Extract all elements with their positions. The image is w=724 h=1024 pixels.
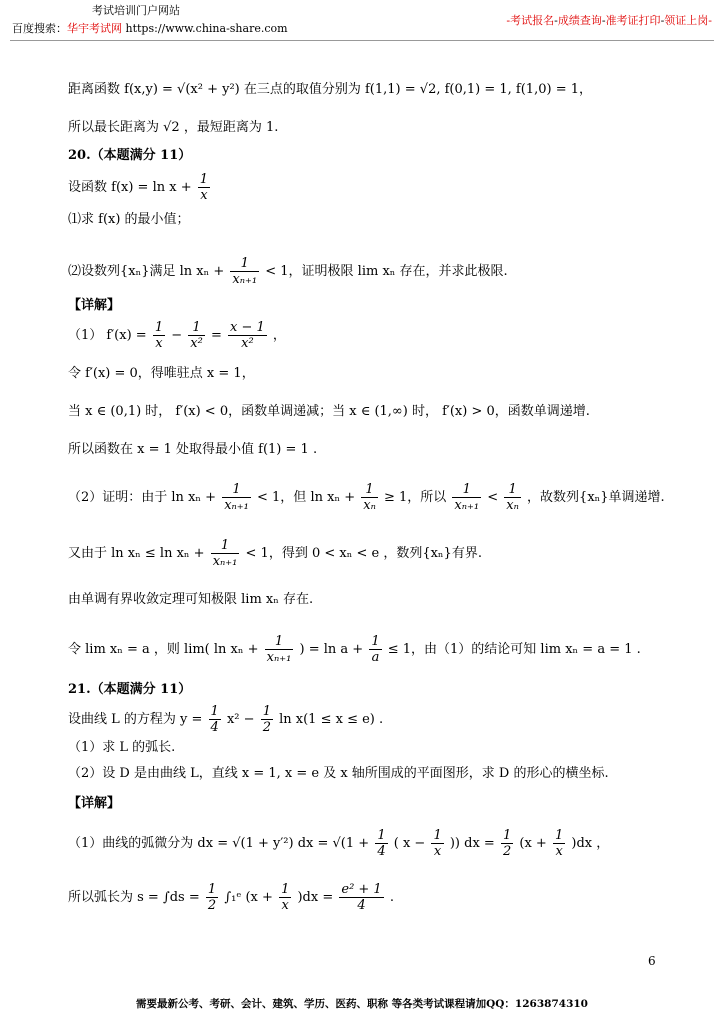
- header-search-hint: [12, 20, 288, 36]
- q21-definition: 设曲线 L 的方程为 y = $\frac{1}{4}$ x² − $\frac{1}{2}$ ln x(1 ≤ x ≤ e) .: [68, 704, 384, 735]
- footer-ad: 需要最新公考、考研、会计、建筑、学历、医药、职称 等各类考试课程请加QQ：1263874310: [135, 998, 588, 1010]
- solution-2-limit-exists: 由单调有界收敛定理可知极限 lim xₙ 存在.: [68, 592, 314, 607]
- link-exam-signup[interactable]: -考试报名: [506, 14, 555, 27]
- solution-1-minimum: 所以函数在 x = 1 处取得最小值 f(1) = 1 .: [68, 442, 318, 457]
- solution-1-derivative: （1） f′(x) = $\frac{1}{x}$ − $\frac{1}{\text{x²}}$ = $\frac{x - 1}{\text{x²}}$ ，: [68, 320, 286, 351]
- solution-arc-length: 所以弧长为 s = ∫ds = $\frac{1}{2}$ ∫₁ᵉ (x + $\frac{1}{x}$ )dx = $\frac{\text{e² + 1}}{4}$ .: [68, 882, 394, 913]
- site-url[interactable]: https://www.china-share.com: [125, 22, 288, 35]
- brand-link[interactable]: 华宇考试网: [67, 22, 122, 35]
- solution-arc-differential: （1）曲线的弧微分为 dx = √(1 + y′²) dx = √(1 + $\frac{1}{4}$ ( x − $\frac{1}{x}$ )) dx = $\frac{1}{2}$ (x + $\frac{1}{x}$ )dx ，: [68, 828, 610, 859]
- q20-definition: 设函数 f(x) = ln x + $\frac{1}{x}$: [68, 172, 209, 203]
- link-score-query[interactable]: 成绩查询: [557, 14, 602, 27]
- search-label: 百度搜索：: [12, 22, 67, 35]
- q20-part1: ⑴求 f(x) 的最小值；: [68, 212, 190, 227]
- solution-2-bounded: 又由于 ln xₙ ≤ ln xₙ + $\frac{1}{\text{xₙ₊₁}}$ < 1，得到 0 < xₙ < e ，数列{xₙ}有界.: [68, 538, 482, 569]
- header-divider: [10, 40, 714, 41]
- q21-part2: （2）设 D 是由曲线 L，直线 x = 1, x = e 及 x 轴所围成的平面图形，求 D 的形心的横坐标.: [68, 766, 609, 781]
- q20-title: 20.（本题满分 11）: [68, 148, 192, 163]
- header-links: -考试报名-成绩查询-准考证打印-领证上岗-: [506, 14, 712, 27]
- q21-title: 21.（本题满分 11）: [68, 682, 192, 697]
- fraction: $\frac{1}{x}$: [199, 172, 209, 203]
- header-site-title: 考试培训门户网站: [92, 4, 180, 17]
- q21-part1: （1）求 L 的弧长.: [68, 740, 176, 755]
- conclusion-line: 所以最长距离为 √2 ，最短距离为 1.: [68, 120, 279, 135]
- solution-2-increasing: （2）证明：由于 ln xₙ + $\frac{1}{\text{xₙ₊₁}}$ < 1，但 ln xₙ + $\frac{1}{\text{xₙ}}$ ≥ 1，所以 $\frac{1}{\text{xₙ₊₁}}$ < $\frac{1}{\text{xₙ}}$ ，故数列{xₙ}单调递增.: [68, 482, 665, 513]
- page-number: 6: [648, 954, 656, 968]
- fraction: $\frac{1}{\text{xₙ₊₁}}$: [232, 256, 258, 287]
- distance-line: 距离函数 f(x,y) = √(x² + y²) 在三点的取值分别为 f(1,1) = √2, f(0,1) = 1, f(1,0) = 1，: [68, 82, 592, 97]
- detail-heading-2: 【详解】: [68, 796, 121, 811]
- q20-part2: ⑵设数列{xₙ}满足 ln xₙ + $\frac{1}{\text{xₙ₊₁}}$ < 1，证明极限 lim xₙ 存在，并求此极限.: [68, 256, 508, 287]
- solution-1-monotonic: 当 x ∈ (0,1) 时， f′(x) < 0，函数单调递减；当 x ∈ (1,∞) 时， f′(x) > 0，函数单调递增.: [68, 404, 590, 419]
- solution-2-limit-value: 令 lim xₙ = a ，则 lim( ln xₙ + $\frac{1}{\text{xₙ₊₁}}$ ) = ln a + $\frac{1}{a}$ ≤ 1，由（1）的结论可知 lim xₙ = a = 1 .: [68, 634, 641, 665]
- link-admission-print[interactable]: 准考证打印: [605, 14, 661, 27]
- solution-1-stationary: 令 f′(x) = 0，得唯驻点 x = 1，: [68, 366, 255, 381]
- detail-heading-1: 【详解】: [68, 298, 121, 313]
- link-certificate[interactable]: 领证上岗-: [664, 14, 712, 27]
